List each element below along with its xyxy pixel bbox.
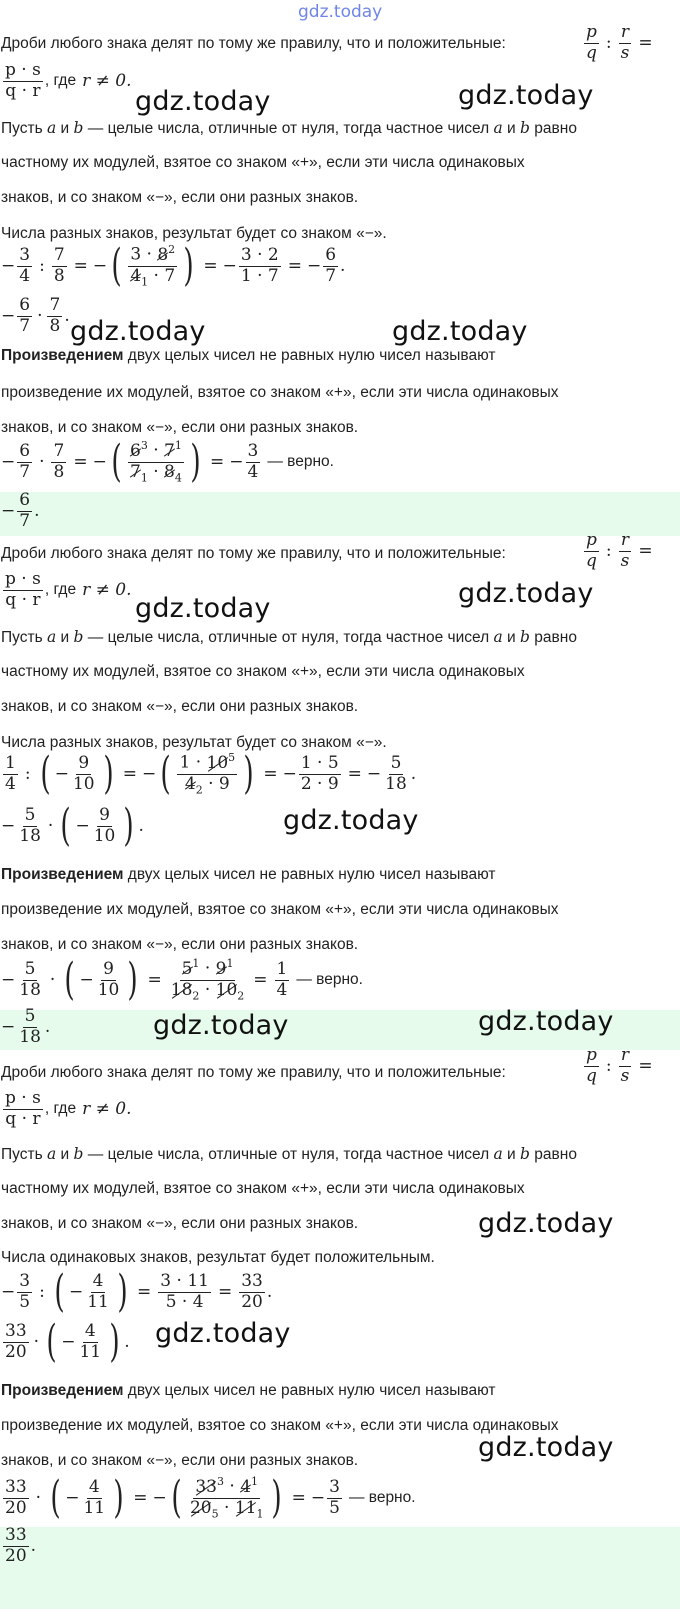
equation-1: − $\frac{3}{4}$ : $\frac{7}{8}$ = − ( $\frac{3 \cdot 8^2}{4_1 \cdot 7}$ ) = − $\frac{3 \cdot 2}{1 \cdot 7}$ = − $\frac{6}{7}$ . (1, 240, 346, 291)
watermark: gdz.today (458, 578, 594, 609)
division-formula: $\frac{p}{q}$ : $\frac{r}{s}$ = (586, 22, 653, 63)
equation-2: $\frac{1}{4}$ : ( − $\frac{9}{10}$ ) = − ( $\frac{1 \cdot 10^5}{4_2 \cdot 9}$ ) = − $\frac{1 \cdot 5}{2 \cdot 9}$ = − $\frac{5}{18}$ . (5, 748, 417, 799)
equation-2-check: − $\frac{5}{18}$ · ( − $\frac{9}{10}$ ) . (1, 800, 144, 851)
quotient-rule-line3: знаков, и со знаком «−», если они разных знаков. (1, 698, 359, 715)
division-formula: $\frac{p}{q}$ : $\frac{r}{s}$ = (586, 530, 653, 571)
answer-box: $\frac{33}{20}$ . (0, 1527, 680, 1609)
quotient-rule-line2: частному их модулей, взятое со знаком «+», если эти числа одинаковых (1, 1180, 525, 1197)
product-rule-line2: произведение их модулей, взятое со знаком «+», если эти числа одинаковых (1, 1417, 559, 1434)
quotient-rule-line3: знаков, и со знаком «−», если они разных знаков. (1, 189, 359, 206)
sign-note: Числа разных знаков, результат будет со знаком «−». (1, 734, 387, 751)
watermark: gdz.today (153, 1010, 289, 1041)
division-rule: Дроби любого знака делят по тому же правилу, что и положительные: (1, 1064, 506, 1081)
quotient-rule-line2: частному их модулей, взятое со знаком «+», если эти числа одинаковых (1, 154, 525, 171)
watermark: gdz.today (70, 316, 206, 347)
division-rule: Дроби любого знака делят по тому же правилу, что и положительные: (1, 545, 506, 562)
quotient-rule: Пусть a и b — целые числа, отличные от нуля, тогда частное чисел a и b равно (1, 119, 577, 137)
quotient-rule-line2: частному их модулей, взятое со знаком «+», если эти числа одинаковых (1, 663, 525, 680)
equation-1-check: − $\frac{6}{7}$ · $\frac{7}{8}$ . (1, 295, 70, 336)
division-rule: Дроби любого знака делят по тому же правилу, что и положительные: (1, 35, 506, 52)
watermark: gdz.today (458, 80, 594, 111)
answer-box: − $\frac{5}{18}$ . (0, 1010, 680, 1050)
quotient-rule: Пусть a и b — целые числа, отличные от нуля, тогда частное чисел a и b равно (1, 628, 577, 646)
product-rule-line3: знаков, и со знаком «−», если они разных знаков. (1, 936, 359, 953)
equation-3-verify: $\frac{33}{20}$ · ( − $\frac{4}{11}$ ) = − ( $\frac{33^3 \cdot 4^1}{20_5 \cdot 11_1}$ ) = − $\frac{3}{5}$ — верно. (5, 1472, 416, 1523)
answer-box: − $\frac{6}{7}$ . (0, 492, 680, 536)
division-formula-result: $\frac{p \cdot s}{q \cdot r}$ , где r ≠ 0. (5, 569, 132, 610)
quotient-rule: Пусть a и b — целые числа, отличные от нуля, тогда частное чисел a и b равно (1, 1145, 577, 1163)
division-formula-result: $\frac{p \cdot s}{q \cdot r}$ , где r ≠ 0. (5, 60, 132, 101)
equation-1-verify: − $\frac{6}{7}$ · $\frac{7}{8}$ = − ( $\frac{6^3 \cdot 7^1}{7_1 \cdot 8_4}$ ) = − $\frac{3}{4}$ — верно. (1, 436, 334, 487)
watermark: gdz.today (283, 805, 419, 836)
equation-3: − $\frac{3}{5}$ : ( − $\frac{4}{11}$ ) = $\frac{3 \cdot 11}{5 \cdot 4}$ = $\frac{33}{20}$ . (1, 1266, 273, 1317)
product-rule-line2: произведение их модулей, взятое со знаком «+», если эти числа одинаковых (1, 384, 559, 401)
watermark: gdz.today (392, 316, 528, 347)
watermark: gdz.today (135, 593, 271, 624)
watermark: gdz.today (135, 86, 271, 117)
product-rule: Произведением двух целых чисел не равных нулю чисел называют (1, 347, 496, 364)
product-rule-line3: знаков, и со знаком «−», если они разных знаков. (1, 419, 359, 436)
watermark: gdz.today (478, 1208, 614, 1239)
watermark: gdz.today (155, 1318, 291, 1349)
division-formula: $\frac{p}{q}$ : $\frac{r}{s}$ = (586, 1045, 653, 1086)
product-rule-line2: произведение их модулей, взятое со знаком «+», если эти числа одинаковых (1, 901, 559, 918)
watermark: gdz.today (478, 1432, 614, 1463)
product-rule: Произведением двух целых чисел не равных нулю чисел называют (1, 866, 496, 883)
quotient-rule-line3: знаков, и со знаком «−», если они разных знаков. (1, 1215, 359, 1232)
watermark: gdz.today (478, 1006, 614, 1037)
equation-3-check: $\frac{33}{20}$ · ( − $\frac{4}{11}$ ) . (5, 1316, 130, 1367)
division-formula-result: $\frac{p \cdot s}{q \cdot r}$ , где r ≠ 0. (5, 1088, 132, 1129)
sign-note: Числа одинаковых знаков, результат будет положительным. (1, 1249, 435, 1266)
product-rule-line3: знаков, и со знаком «−», если они разных знаков. (1, 1452, 359, 1469)
sign-note: Числа разных знаков, результат будет со знаком «−». (1, 225, 387, 242)
top-watermark: gdz.today (298, 2, 383, 22)
equation-2-verify: − $\frac{5}{18}$ · ( − $\frac{9}{10}$ ) = $\frac{5^1 \cdot 9^1}{18_2 \cdot 10_2}$ = $\frac{1}{4}$ — верно. (1, 954, 363, 1005)
product-rule: Произведением двух целых чисел не равных нулю чисел называют (1, 1382, 496, 1399)
